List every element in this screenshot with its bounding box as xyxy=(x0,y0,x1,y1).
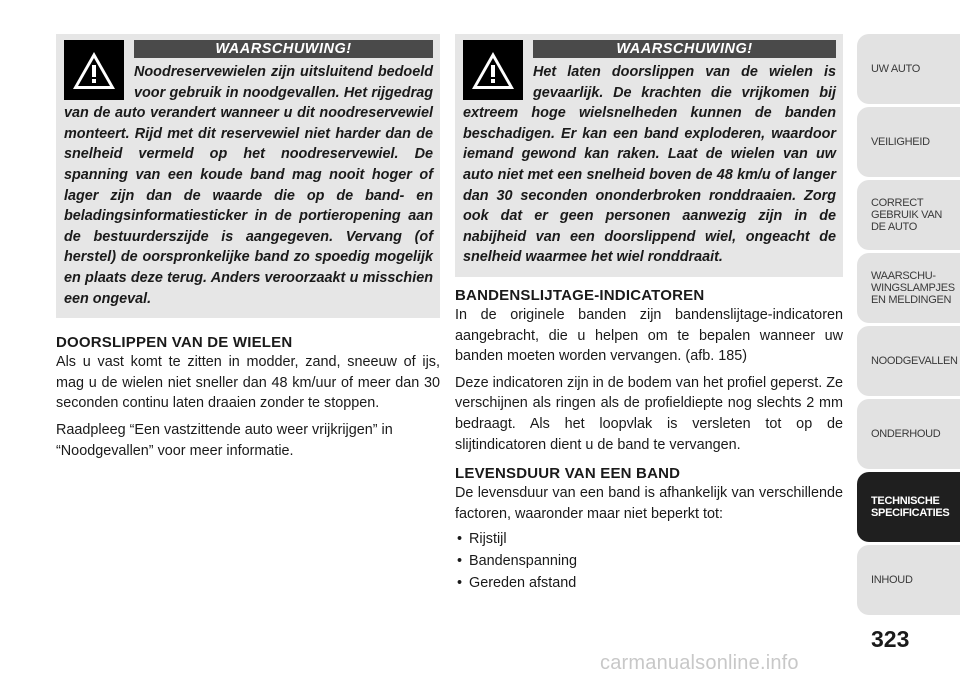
warning-box-wheel-spin xyxy=(455,34,843,277)
warning-title: WAARSCHUWING! xyxy=(134,40,433,58)
section-heading-wear-indicators: BANDENSLIJTAGE-INDICATOREN xyxy=(455,286,705,304)
warning-title: WAARSCHUWING! xyxy=(533,40,836,58)
warning-triangle-icon xyxy=(64,40,124,100)
tab-inhoud[interactable]: INHOUD xyxy=(857,545,960,615)
section-heading-wheel-spin: DOORSLIPPEN VAN DE WIELEN xyxy=(56,334,293,352)
right-column xyxy=(455,34,843,594)
tab-onderhoud[interactable]: ONDERHOUD xyxy=(857,399,960,469)
warning-box-spare-wheel xyxy=(56,34,440,318)
paragraph-wear-indicators-1: In de originele banden zijn bandenslijtage-indicatoren aangebracht, die u helpen om te bepalen wanneer uw banden moeten worden vervangen. (afb. 185) xyxy=(455,306,843,365)
list-item: • Bandenspanning xyxy=(457,553,578,570)
list-item: • Rijstijl xyxy=(457,531,507,548)
bullet-list xyxy=(455,528,843,594)
watermark: carmanualsonline.info xyxy=(600,652,799,674)
tab-technische-specificaties[interactable]: TECHNISCHE SPECIFICATIES xyxy=(857,472,960,542)
warning-text: Het laten doorslippen van de wielen is gevaarlijk. De krachten die vrijkomen bij extreem hoge wielsnelheden kunnen de banden beschadigen. Er kan een band exploderen, waardoor iemand gewond kan raken. Laat de wielen van uw auto niet met een snelheid boven de 48 km/u of langer dan 30 seconden ononderbroken ronddraaien. Zorg ook dat er geen personen aanwezig zijn in de nabijheid van een doorslippend wiel, ongeacht de snelheid waarmee het wiel ronddraait. xyxy=(463,64,836,266)
tab-noodgevallen[interactable]: NOODGEVALLEN xyxy=(857,326,960,396)
paragraph-wear-indicators-2: Deze indicatoren zijn in de bodem van het profiel geperst. Ze verschijnen als ringen als de profieldiepte nog slechts 2 mm bedraagt. Als het loopvlak is versleten tot op de slijtindicatoren dient u de band te vervangen. xyxy=(455,374,843,453)
tab-veiligheid[interactable]: VEILIGHEID xyxy=(857,107,960,177)
paragraph-reference: Raadpleeg “Een vastzittende auto weer vrijkrijgen” in “Noodgevallen” voor meer informatie. xyxy=(56,421,393,459)
page-number: 323 xyxy=(871,626,910,652)
tab-correct-gebruik[interactable]: CORRECT GEBRUIK VAN DE AUTO xyxy=(857,180,960,250)
left-column xyxy=(56,34,440,461)
paragraph-wheel-spin: Als u vast komt te zitten in modder, zand, sneeuw of ijs, mag u de wielen niet sneller dan 48 km/uur of meer dan 30 seconden continu laten draaien zonder te stoppen. xyxy=(56,354,440,412)
section-heading-tire-life: LEVENSDUUR VAN EEN BAND xyxy=(455,465,681,483)
tab-uw-auto[interactable]: UW AUTO xyxy=(857,34,960,104)
paragraph-tire-life: De levensduur van een band is afhankelijk van verschillende factoren, waaronder maar niet beperkt tot: xyxy=(455,485,843,522)
warning-text: Noodreservewielen zijn uitsluitend bedoeld voor gebruik in noodgevallen. Het rijgedrag van de auto verandert wanneer u dit noodreservewiel monteert. Rijd met dit reservewiel niet harder dan de snelheid vermeld op het noodreservewiel. De spanning van een koude band mag nooit hoger of lager zijn dan de waarde die op de band- en beladingsinformatiesticker in de portieropening aan de bestuurderszijde is aangegeven. Vervang (of herstel) de oorspronkelijke band zo spoedig mogelijk en plaats deze terug. Anders veroorzaakt u misschien een ongeval. xyxy=(64,64,433,307)
tab-waarschuwingslampjes[interactable]: WAARSCHU- WINGSLAMPJES EN MELDINGEN xyxy=(857,253,960,323)
list-item: • Gereden afstand xyxy=(457,575,577,592)
warning-triangle-icon xyxy=(463,40,523,100)
chapter-tabs xyxy=(857,34,960,618)
